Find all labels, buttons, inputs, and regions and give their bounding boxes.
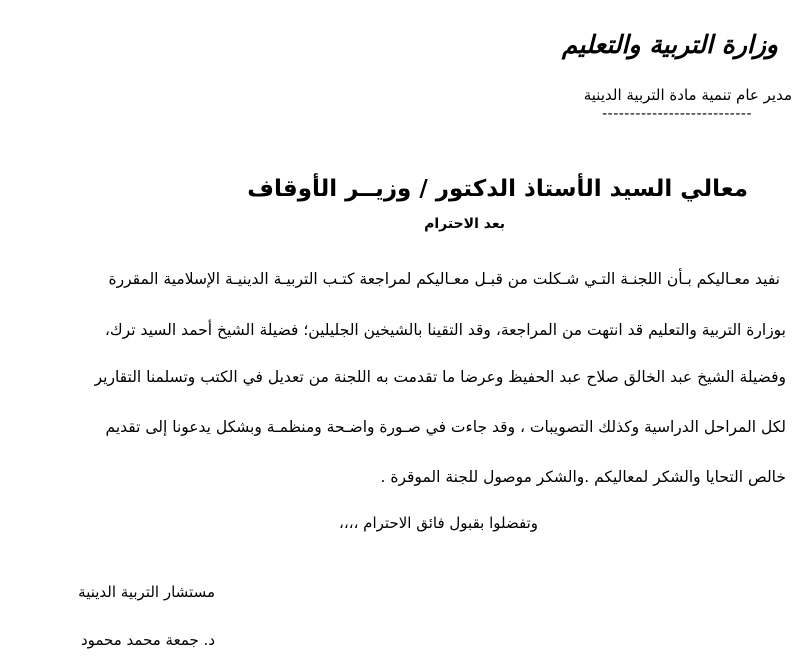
body-paragraph-line: نفيد معـاليكم بـأن اللجنـة التـي شـكلت من قبـل معـاليكم لمراجعة كتـب التربيـة الدينيـة الإسلامية المقررة xyxy=(108,270,780,288)
signatory-title: مستشار التربية الدينية xyxy=(78,583,215,601)
body-paragraph-line: بوزارة التربية والتعليم قد انتهت من المراجعة، وقد التقينا بالشيخين الجليلين؛ فضيلة الشيخ أحمد السيد ترك، xyxy=(104,321,786,339)
body-paragraph-line: لكل المراحل الدراسية وكذلك التصويبات ، وقد جاءت في صـورة واضـحة ومنظمـة وبشكل يدعونا إلى تقديم xyxy=(105,418,786,436)
addressee-line: معالي السيد الأستاذ الدكتور / وزيــر الأوقاف xyxy=(247,176,748,202)
body-paragraph-line: خالص التحايا والشكر لمعاليكم .والشكر موصول للجنة الموقرة . xyxy=(380,468,786,486)
director-title: مدير عام تنمية مادة التربية الدينية xyxy=(583,86,792,104)
signatory-name: د. جمعة محمد محمود xyxy=(80,631,215,649)
body-paragraph-line: وفضيلة الشيخ عبد الخالق صلاح عبد الحفيظ وعرضا ما تقدمت به اللجنة من تعديل في الكتب وتسلمنا التقارير xyxy=(94,368,786,386)
greeting-line: بعد الاحترام xyxy=(424,216,505,232)
closing-line: وتفضلوا بقبول فائق الاحترام ،،،، xyxy=(339,514,538,532)
header-separator: --------------------------- xyxy=(602,106,752,122)
ministry-heading: وزارة التربية والتعليم xyxy=(561,30,778,59)
